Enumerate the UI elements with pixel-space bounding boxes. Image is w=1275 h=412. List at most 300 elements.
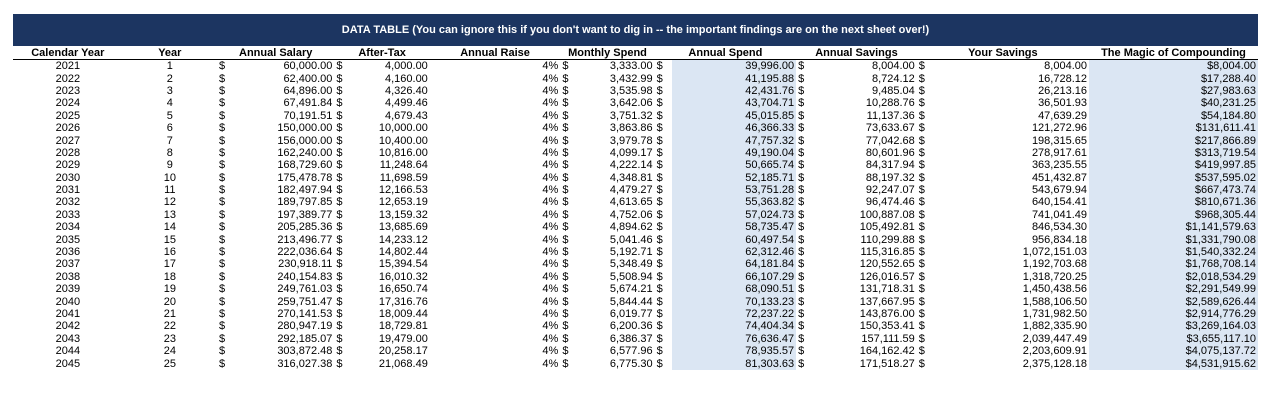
cell-annual-raise[interactable]: 4%: [542, 159, 559, 172]
cell-currency-symbol[interactable]: $: [562, 196, 569, 209]
cell-currency-symbol[interactable]: $: [798, 332, 805, 345]
cell-year[interactable]: 11: [164, 184, 176, 197]
cell-currency-symbol[interactable]: $: [562, 146, 569, 159]
cell-currency-symbol[interactable]: $: [336, 196, 343, 209]
cell-after-tax[interactable]: 17,316.76: [378, 295, 428, 308]
cell-currency-symbol[interactable]: $: [219, 109, 226, 122]
cell-currency-symbol[interactable]: $: [656, 332, 663, 345]
cell-annual-raise[interactable]: 4%: [542, 184, 559, 197]
cell-year[interactable]: 7: [166, 134, 173, 147]
cell-monthly-spend[interactable]: 3,751.32: [609, 109, 653, 122]
cell-your-savings[interactable]: 1,072,151.03: [1022, 246, 1087, 259]
cell-currency-symbol[interactable]: $: [562, 246, 569, 259]
cell-currency-symbol[interactable]: $: [562, 332, 569, 345]
cell-year[interactable]: 4: [166, 97, 173, 110]
cell-currency-symbol[interactable]: $: [336, 246, 343, 259]
cell-annual-savings[interactable]: 8,004.00: [871, 60, 915, 73]
cell-year[interactable]: 25: [163, 357, 176, 370]
cell-calendar-year[interactable]: 2041: [55, 308, 81, 320]
cell-your-savings[interactable]: 640,154.41: [1031, 196, 1087, 209]
cell-currency-symbol[interactable]: $: [219, 72, 226, 85]
cell-currency-symbol[interactable]: $: [918, 184, 925, 197]
cell-currency-symbol[interactable]: $: [562, 184, 569, 197]
cell-year[interactable]: 3: [166, 84, 173, 97]
cell-monthly-spend[interactable]: 3,642.06: [609, 97, 653, 110]
cell-annual-savings[interactable]: 8,724.12: [871, 72, 915, 85]
cell-annual-savings[interactable]: 11,137.36: [866, 109, 915, 122]
cell-currency-symbol[interactable]: $: [656, 345, 663, 358]
cell-magic-of-compounding[interactable]: $667,473.74: [1089, 184, 1258, 196]
cell-annual-raise[interactable]: 4%: [542, 283, 559, 296]
cell-currency-symbol[interactable]: $: [798, 84, 805, 97]
header-annual-salary[interactable]: Annual Salary: [217, 47, 334, 60]
cell-annual-raise[interactable]: 4%: [542, 320, 559, 333]
cell-magic-of-compounding[interactable]: $17,288.40: [1089, 72, 1258, 84]
cell-annual-raise[interactable]: 4%: [542, 84, 559, 97]
cell-your-savings[interactable]: 121,272.96: [1031, 122, 1087, 135]
cell-currency-symbol[interactable]: $: [656, 295, 663, 308]
cell-annual-raise[interactable]: 4%: [542, 295, 559, 308]
cell-currency-symbol[interactable]: $: [219, 184, 226, 197]
cell-currency-symbol[interactable]: $: [918, 208, 925, 221]
cell-your-savings[interactable]: 26,213.16: [1038, 84, 1087, 97]
cell-annual-salary[interactable]: 270,141.53: [277, 308, 333, 320]
cell-annual-savings[interactable]: 10,288.76: [865, 97, 915, 110]
data-table-banner[interactable]: DATA TABLE (You can ignore this if you don't want to dig in -- the important findings are on the next sheet over!): [13, 14, 1258, 46]
cell-currency-symbol[interactable]: $: [656, 97, 663, 110]
cell-monthly-spend[interactable]: 5,192.71: [609, 246, 653, 259]
cell-currency-symbol[interactable]: $: [562, 122, 569, 135]
cell-monthly-spend[interactable]: 6,386.37: [609, 332, 653, 345]
cell-currency-symbol[interactable]: $: [798, 283, 805, 296]
cell-annual-spend[interactable]: 66,107.29: [672, 271, 796, 283]
cell-currency-symbol[interactable]: $: [918, 295, 925, 308]
cell-magic-of-compounding[interactable]: $2,914,776.29: [1089, 308, 1258, 320]
header-annual-spend[interactable]: Annual Spend: [655, 47, 797, 60]
cell-after-tax[interactable]: 18,009.44: [378, 308, 428, 320]
cell-currency-symbol[interactable]: $: [562, 308, 569, 320]
cell-currency-symbol[interactable]: $: [798, 60, 805, 73]
cell-magic-of-compounding[interactable]: $40,231.25: [1089, 97, 1258, 109]
cell-annual-salary[interactable]: 240,154.83: [277, 270, 333, 283]
cell-currency-symbol[interactable]: $: [656, 84, 663, 97]
cell-magic-of-compounding[interactable]: $8,004.00: [1089, 60, 1258, 73]
cell-annual-raise[interactable]: 4%: [542, 208, 559, 221]
cell-year[interactable]: 18: [163, 270, 176, 283]
cell-annual-salary[interactable]: 156,000.00: [277, 134, 333, 147]
cell-magic-of-compounding[interactable]: $1,768,708.14: [1089, 258, 1258, 270]
cell-year[interactable]: 19: [163, 283, 176, 296]
cell-your-savings[interactable]: 2,203,609.91: [1022, 345, 1087, 358]
cell-currency-symbol[interactable]: $: [656, 320, 663, 333]
cell-currency-symbol[interactable]: $: [798, 146, 805, 159]
cell-year[interactable]: 12: [163, 196, 176, 209]
cell-monthly-spend[interactable]: 6,775.30: [609, 357, 653, 370]
cell-magic-of-compounding[interactable]: $4,075,137.72: [1089, 345, 1258, 357]
cell-year[interactable]: 13: [163, 208, 176, 221]
cell-annual-savings[interactable]: 164,162.42: [859, 345, 915, 358]
cell-currency-symbol[interactable]: $: [219, 295, 226, 308]
cell-monthly-spend[interactable]: 4,479.27: [609, 184, 653, 197]
cell-monthly-spend[interactable]: 4,613.65: [609, 196, 653, 209]
cell-annual-raise[interactable]: 4%: [542, 233, 559, 246]
cell-after-tax[interactable]: 4,499.46: [384, 97, 428, 110]
cell-monthly-spend[interactable]: 3,863.86: [609, 122, 653, 135]
cell-monthly-spend[interactable]: 6,577.96: [609, 345, 653, 358]
cell-calendar-year[interactable]: 2034: [55, 221, 81, 234]
cell-currency-symbol[interactable]: $: [656, 122, 663, 135]
cell-currency-symbol[interactable]: $: [798, 295, 805, 308]
cell-calendar-year[interactable]: 2029: [55, 159, 81, 172]
cell-after-tax[interactable]: 19,479.00: [378, 332, 428, 345]
cell-currency-symbol[interactable]: $: [798, 320, 805, 333]
cell-currency-symbol[interactable]: $: [336, 146, 343, 159]
cell-currency-symbol[interactable]: $: [336, 270, 343, 283]
cell-currency-symbol[interactable]: $: [219, 233, 226, 246]
cell-after-tax[interactable]: 13,159.32: [378, 208, 428, 221]
cell-monthly-spend[interactable]: 5,674.21: [609, 283, 653, 296]
cell-annual-spend[interactable]: 74,404.34: [672, 320, 796, 332]
cell-your-savings[interactable]: 1,731,982.50: [1022, 308, 1087, 320]
cell-year[interactable]: 8: [166, 146, 173, 159]
cell-currency-symbol[interactable]: $: [219, 146, 226, 159]
cell-calendar-year[interactable]: 2028: [55, 146, 81, 159]
cell-calendar-year[interactable]: 2032: [55, 196, 81, 209]
cell-annual-spend[interactable]: 45,015.85: [672, 110, 796, 122]
cell-annual-savings[interactable]: 150,353.41: [859, 320, 915, 333]
cell-currency-symbol[interactable]: $: [336, 97, 343, 110]
cell-your-savings[interactable]: 1,588,106.50: [1022, 295, 1087, 308]
cell-calendar-year[interactable]: 2033: [55, 208, 81, 221]
cell-after-tax[interactable]: 12,166.53: [378, 184, 428, 197]
cell-currency-symbol[interactable]: $: [918, 159, 925, 172]
cell-currency-symbol[interactable]: $: [918, 357, 925, 370]
cell-currency-symbol[interactable]: $: [336, 258, 343, 271]
cell-annual-salary[interactable]: 175,478.78: [277, 171, 333, 184]
cell-currency-symbol[interactable]: $: [918, 109, 925, 122]
cell-annual-savings[interactable]: 115,316.85: [860, 246, 915, 259]
header-annual-savings[interactable]: Annual Savings: [796, 47, 917, 60]
cell-magic-of-compounding[interactable]: $2,018,534.29: [1089, 271, 1258, 283]
cell-year[interactable]: 1: [166, 60, 173, 73]
cell-currency-symbol[interactable]: $: [219, 283, 226, 296]
cell-annual-savings[interactable]: 105,492.81: [859, 221, 915, 234]
cell-annual-spend[interactable]: 46,366.33: [672, 122, 796, 134]
header-calendar-year[interactable]: Calendar Year: [13, 47, 123, 60]
cell-magic-of-compounding[interactable]: $2,589,626.44: [1089, 295, 1258, 307]
cell-year[interactable]: 6: [166, 122, 173, 135]
cell-year[interactable]: 17: [163, 258, 176, 271]
cell-monthly-spend[interactable]: 3,333.00: [609, 60, 653, 73]
cell-after-tax[interactable]: 16,010.32: [378, 270, 428, 283]
cell-magic-of-compounding[interactable]: $2,291,549.99: [1089, 283, 1258, 295]
cell-annual-salary[interactable]: 230,918.11: [278, 258, 333, 271]
cell-your-savings[interactable]: 2,375,128.18: [1022, 357, 1087, 370]
cell-annual-spend[interactable]: 52,185.71: [672, 172, 796, 184]
cell-currency-symbol[interactable]: $: [656, 159, 663, 172]
cell-year[interactable]: 10: [163, 171, 176, 184]
cell-currency-symbol[interactable]: $: [656, 357, 663, 370]
cell-your-savings[interactable]: 741,041.49: [1031, 208, 1087, 221]
cell-your-savings[interactable]: 36,501.93: [1038, 97, 1087, 110]
cell-monthly-spend[interactable]: 4,894.62: [609, 221, 653, 234]
cell-monthly-spend[interactable]: 3,535.98: [609, 84, 653, 97]
cell-currency-symbol[interactable]: $: [656, 233, 663, 246]
cell-currency-symbol[interactable]: $: [336, 134, 343, 147]
cell-calendar-year[interactable]: 2030: [55, 171, 81, 184]
cell-annual-raise[interactable]: 4%: [542, 345, 559, 358]
cell-currency-symbol[interactable]: $: [336, 332, 343, 345]
cell-currency-symbol[interactable]: $: [336, 221, 343, 234]
cell-currency-symbol[interactable]: $: [656, 184, 663, 197]
cell-annual-raise[interactable]: 4%: [542, 246, 559, 259]
cell-monthly-spend[interactable]: 4,348.81: [609, 171, 653, 184]
cell-currency-symbol[interactable]: $: [798, 159, 805, 172]
cell-currency-symbol[interactable]: $: [918, 233, 925, 246]
cell-annual-salary[interactable]: 316,027.38: [277, 357, 333, 370]
cell-currency-symbol[interactable]: $: [562, 258, 569, 271]
header-monthly-spend[interactable]: Monthly Spend: [560, 47, 654, 60]
cell-year[interactable]: 2: [166, 72, 173, 85]
cell-after-tax[interactable]: 11,698.59: [379, 171, 428, 184]
cell-currency-symbol[interactable]: $: [219, 208, 226, 221]
cell-your-savings[interactable]: 451,432.87: [1031, 171, 1087, 184]
cell-currency-symbol[interactable]: $: [798, 171, 805, 184]
cell-currency-symbol[interactable]: $: [798, 221, 805, 234]
cell-annual-spend[interactable]: 58,735.47: [672, 221, 796, 233]
cell-calendar-year[interactable]: 2045: [55, 357, 81, 370]
cell-calendar-year[interactable]: 2026: [55, 122, 81, 135]
cell-annual-raise[interactable]: 4%: [542, 97, 559, 110]
cell-currency-symbol[interactable]: $: [562, 208, 569, 221]
cell-after-tax[interactable]: 11,248.64: [379, 159, 428, 172]
cell-your-savings[interactable]: 278,917.61: [1031, 146, 1087, 159]
cell-currency-symbol[interactable]: $: [562, 72, 569, 85]
cell-currency-symbol[interactable]: $: [918, 146, 925, 159]
cell-annual-salary[interactable]: 162,240.00: [277, 146, 333, 159]
cell-currency-symbol[interactable]: $: [219, 97, 226, 110]
cell-currency-symbol[interactable]: $: [798, 308, 805, 320]
cell-currency-symbol[interactable]: $: [918, 221, 925, 234]
cell-after-tax[interactable]: 12,653.19: [378, 196, 428, 209]
cell-annual-salary[interactable]: 150,000.00: [277, 122, 333, 135]
cell-currency-symbol[interactable]: $: [336, 72, 343, 85]
cell-currency-symbol[interactable]: $: [562, 295, 569, 308]
cell-annual-salary[interactable]: 62,400.00: [283, 72, 333, 85]
cell-annual-savings[interactable]: 137,667.95: [859, 295, 915, 308]
cell-your-savings[interactable]: 1,450,438.56: [1022, 283, 1087, 296]
cell-annual-raise[interactable]: 4%: [542, 171, 559, 184]
cell-magic-of-compounding[interactable]: $3,269,164.03: [1089, 320, 1258, 332]
cell-annual-salary[interactable]: 205,285.36: [277, 221, 333, 234]
cell-currency-symbol[interactable]: $: [336, 320, 343, 333]
cell-currency-symbol[interactable]: $: [656, 72, 663, 85]
cell-calendar-year[interactable]: 2023: [55, 84, 81, 97]
cell-annual-salary[interactable]: 60,000.00: [283, 60, 333, 73]
cell-currency-symbol[interactable]: $: [656, 171, 663, 184]
cell-annual-salary[interactable]: 168,729.60: [277, 159, 333, 172]
cell-annual-raise[interactable]: 4%: [542, 134, 559, 147]
cell-calendar-year[interactable]: 2036: [55, 246, 81, 259]
cell-currency-symbol[interactable]: $: [918, 345, 925, 358]
cell-currency-symbol[interactable]: $: [336, 345, 343, 358]
cell-after-tax[interactable]: 4,000.00: [384, 60, 428, 73]
cell-annual-savings[interactable]: 77,042.68: [865, 134, 915, 147]
cell-currency-symbol[interactable]: $: [918, 283, 925, 296]
cell-annual-raise[interactable]: 4%: [542, 196, 559, 209]
cell-currency-symbol[interactable]: $: [562, 60, 569, 73]
cell-monthly-spend[interactable]: 6,019.77: [609, 308, 653, 320]
cell-currency-symbol[interactable]: $: [918, 72, 925, 85]
cell-year[interactable]: 16: [163, 246, 176, 259]
cell-annual-raise[interactable]: 4%: [542, 122, 559, 135]
cell-monthly-spend[interactable]: 6,200.36: [609, 320, 653, 333]
cell-annual-savings[interactable]: 100,887.08: [859, 208, 915, 221]
cell-currency-symbol[interactable]: $: [656, 109, 663, 122]
cell-currency-symbol[interactable]: $: [798, 109, 805, 122]
cell-magic-of-compounding[interactable]: $968,305.44: [1089, 209, 1258, 221]
cell-currency-symbol[interactable]: $: [219, 171, 226, 184]
cell-currency-symbol[interactable]: $: [562, 84, 569, 97]
cell-year[interactable]: 20: [163, 295, 176, 308]
cell-your-savings[interactable]: 47,639.29: [1038, 109, 1087, 122]
cell-monthly-spend[interactable]: 3,979.78: [609, 134, 653, 147]
cell-annual-raise[interactable]: 4%: [542, 60, 559, 73]
cell-currency-symbol[interactable]: $: [918, 60, 925, 73]
cell-currency-symbol[interactable]: $: [798, 246, 805, 259]
cell-currency-symbol[interactable]: $: [918, 246, 925, 259]
cell-currency-symbol[interactable]: $: [656, 308, 663, 320]
cell-monthly-spend[interactable]: 4,752.06: [609, 208, 653, 221]
cell-currency-symbol[interactable]: $: [656, 134, 663, 147]
cell-currency-symbol[interactable]: $: [656, 221, 663, 234]
cell-magic-of-compounding[interactable]: $537,595.02: [1089, 172, 1258, 184]
cell-magic-of-compounding[interactable]: $1,540,332.24: [1089, 246, 1258, 258]
cell-currency-symbol[interactable]: $: [219, 320, 226, 333]
cell-after-tax[interactable]: 4,326.40: [384, 84, 428, 97]
cell-currency-symbol[interactable]: $: [918, 134, 925, 147]
cell-annual-spend[interactable]: 70,133.23: [672, 295, 796, 307]
cell-currency-symbol[interactable]: $: [336, 159, 343, 172]
cell-annual-raise[interactable]: 4%: [542, 332, 559, 345]
cell-annual-spend[interactable]: 78,935.57: [672, 345, 796, 357]
cell-monthly-spend[interactable]: 5,844.44: [609, 295, 653, 308]
cell-currency-symbol[interactable]: $: [798, 134, 805, 147]
header-annual-raise[interactable]: Annual Raise: [430, 47, 561, 60]
cell-annual-raise[interactable]: 4%: [542, 221, 559, 234]
cell-currency-symbol[interactable]: $: [918, 320, 925, 333]
cell-currency-symbol[interactable]: $: [798, 196, 805, 209]
cell-year[interactable]: 22: [163, 320, 176, 333]
cell-your-savings[interactable]: 363,235.55: [1031, 159, 1087, 172]
cell-annual-spend[interactable]: 62,312.46: [672, 246, 796, 258]
cell-calendar-year[interactable]: 2024: [55, 97, 81, 110]
cell-currency-symbol[interactable]: $: [336, 171, 343, 184]
cell-your-savings[interactable]: 16,728.12: [1038, 72, 1087, 85]
cell-calendar-year[interactable]: 2042: [55, 320, 81, 333]
cell-annual-raise[interactable]: 4%: [542, 308, 559, 320]
cell-annual-raise[interactable]: 4%: [542, 146, 559, 159]
cell-your-savings[interactable]: 846,534.30: [1031, 221, 1087, 234]
cell-calendar-year[interactable]: 2039: [55, 283, 81, 296]
cell-magic-of-compounding[interactable]: $3,655,117.10: [1089, 333, 1258, 345]
cell-monthly-spend[interactable]: 4,099.17: [609, 146, 653, 159]
cell-magic-of-compounding[interactable]: $313,719.54: [1089, 147, 1258, 159]
cell-currency-symbol[interactable]: $: [336, 283, 343, 296]
cell-currency-symbol[interactable]: $: [336, 60, 343, 73]
cell-currency-symbol[interactable]: $: [219, 345, 226, 358]
cell-currency-symbol[interactable]: $: [562, 233, 569, 246]
cell-after-tax[interactable]: 16,650.74: [378, 283, 428, 296]
cell-annual-salary[interactable]: 64,896.00: [283, 84, 333, 97]
cell-calendar-year[interactable]: 2043: [55, 332, 81, 345]
cell-currency-symbol[interactable]: $: [656, 246, 663, 259]
cell-annual-salary[interactable]: 280,947.19: [277, 320, 333, 333]
cell-currency-symbol[interactable]: $: [562, 159, 569, 172]
cell-annual-savings[interactable]: 88,197.32: [865, 171, 915, 184]
cell-annual-savings[interactable]: 131,718.31: [859, 283, 915, 296]
cell-currency-symbol[interactable]: $: [219, 122, 226, 135]
cell-annual-salary[interactable]: 197,389.77: [277, 208, 333, 221]
cell-after-tax[interactable]: 13,685.69: [378, 221, 428, 234]
cell-annual-raise[interactable]: 4%: [542, 258, 559, 271]
cell-annual-raise[interactable]: 4%: [542, 357, 559, 370]
cell-annual-savings[interactable]: 126,016.57: [859, 270, 915, 283]
cell-your-savings[interactable]: 1,192,703.68: [1022, 258, 1087, 271]
cell-annual-spend[interactable]: 47,757.32: [672, 134, 796, 146]
cell-calendar-year[interactable]: 2022: [55, 72, 81, 85]
cell-annual-spend[interactable]: 81,303.63: [672, 357, 796, 369]
cell-currency-symbol[interactable]: $: [656, 208, 663, 221]
cell-magic-of-compounding[interactable]: $1,331,790.08: [1089, 233, 1258, 245]
cell-your-savings[interactable]: 1,882,335.90: [1022, 320, 1087, 333]
cell-currency-symbol[interactable]: $: [336, 208, 343, 221]
cell-your-savings[interactable]: 2,039,447.49: [1022, 332, 1087, 345]
cell-annual-salary[interactable]: 67,491.84: [283, 97, 333, 110]
cell-annual-savings[interactable]: 73,633.67: [865, 122, 915, 135]
cell-currency-symbol[interactable]: $: [562, 345, 569, 358]
cell-currency-symbol[interactable]: $: [918, 258, 925, 271]
cell-after-tax[interactable]: 20,258.17: [378, 345, 428, 358]
cell-calendar-year[interactable]: 2025: [55, 109, 81, 122]
cell-annual-spend[interactable]: 68,090.51: [672, 283, 796, 295]
cell-currency-symbol[interactable]: $: [656, 258, 663, 271]
cell-annual-salary[interactable]: 249,761.03: [277, 283, 333, 296]
cell-year[interactable]: 5: [166, 109, 173, 122]
cell-annual-savings[interactable]: 143,876.00: [859, 308, 915, 320]
cell-currency-symbol[interactable]: $: [562, 270, 569, 283]
cell-annual-salary[interactable]: 222,036.64: [277, 246, 333, 259]
cell-after-tax[interactable]: 4,679.43: [384, 109, 428, 122]
cell-annual-spend[interactable]: 39,996.00: [672, 60, 796, 73]
cell-calendar-year[interactable]: 2035: [55, 233, 81, 246]
cell-calendar-year[interactable]: 2031: [55, 184, 81, 197]
cell-currency-symbol[interactable]: $: [562, 320, 569, 333]
cell-currency-symbol[interactable]: $: [562, 109, 569, 122]
header-after-tax[interactable]: After-Tax: [334, 47, 429, 60]
cell-currency-symbol[interactable]: $: [918, 97, 925, 110]
cell-your-savings[interactable]: 543,679.94: [1031, 184, 1087, 197]
cell-currency-symbol[interactable]: $: [219, 196, 226, 209]
cell-calendar-year[interactable]: 2040: [55, 295, 81, 308]
cell-magic-of-compounding[interactable]: $419,997.85: [1089, 159, 1258, 171]
cell-calendar-year[interactable]: 2021: [55, 60, 81, 73]
cell-annual-spend[interactable]: 55,363.82: [672, 196, 796, 208]
cell-year[interactable]: 21: [163, 308, 176, 320]
cell-currency-symbol[interactable]: $: [656, 60, 663, 73]
cell-magic-of-compounding[interactable]: $54,184.80: [1089, 110, 1258, 122]
cell-currency-symbol[interactable]: $: [918, 171, 925, 184]
